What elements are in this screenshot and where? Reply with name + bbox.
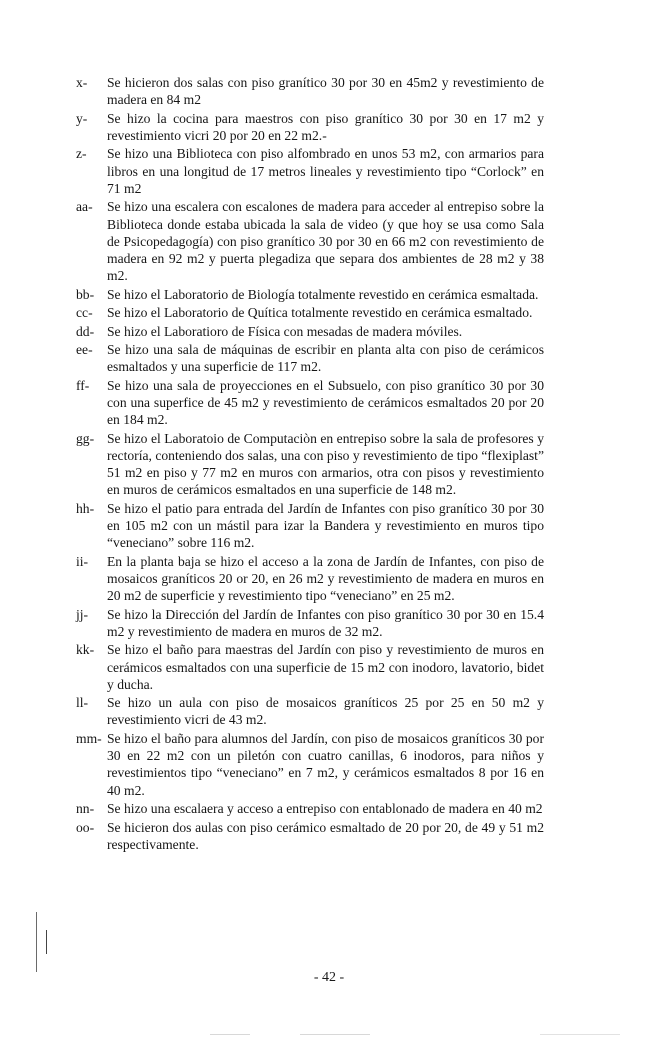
item-marker: y- bbox=[76, 110, 88, 126]
item-text: Se hizo una Biblioteca con piso alfombrado en unos 53 m2, con armarios para libros en una longitud de 17 metros lineales y revestimiento tipo “Corlock” en 71 m2 bbox=[107, 146, 544, 196]
list-item bbox=[76, 286, 544, 303]
item-marker: x- bbox=[76, 75, 88, 90]
item-text: Se hizo la Dirección del Jardín de Infantes con piso granítico 30 por 30 en 15.4 m2 y revestimiento de madera en muros de 32 m2. bbox=[107, 606, 544, 639]
list-item bbox=[76, 323, 544, 340]
works-list bbox=[76, 74, 544, 854]
item-marker: ll- bbox=[76, 695, 89, 711]
item-text: Se hizo el Laboratorio de Quítica totalmente revestido en cerámica esmaltado. bbox=[107, 305, 533, 321]
item-text: Se hicieron dos aulas con piso cerámico esmaltado de 20 por 20, de 49 y 51 m2 respectivamente. bbox=[107, 819, 544, 852]
list-item bbox=[76, 641, 544, 693]
list-item bbox=[76, 377, 544, 429]
item-marker: aa- bbox=[76, 199, 93, 215]
scan-artifact bbox=[540, 1034, 620, 1035]
list-item bbox=[76, 341, 544, 375]
item-marker: jj- bbox=[76, 606, 89, 622]
item-marker: ee- bbox=[76, 342, 93, 358]
scan-artifact bbox=[210, 1034, 250, 1035]
list-item bbox=[76, 553, 544, 605]
scan-artifact bbox=[300, 1034, 370, 1035]
item-marker: cc- bbox=[76, 305, 93, 321]
item-text: Se hizo una escalaera y acceso a entrepiso con entablonado de madera en 40 m2 bbox=[107, 801, 543, 817]
list-item bbox=[76, 74, 544, 108]
list-item bbox=[76, 500, 544, 552]
item-text: Se hizo una sala de máquinas de escribir en planta alta con piso de cerámicos esmaltados y una superficie de 117 m2. bbox=[107, 342, 544, 375]
item-text: Se hizo una sala de proyecciones en el Subsuelo, con piso granítico 30 por 30 con una superfice de 45 m2 y revestimiento de cerámicos esmaltados 20 por 20 en 184 m2. bbox=[107, 377, 544, 428]
item-text: Se hizo un aula con piso de mosaicos graníticos 25 por 25 en 50 m2 y revestimiento vicri de 43 m2. bbox=[107, 695, 544, 728]
item-text: En la planta baja se hizo el acceso a la zona de Jardín de Infantes, con piso de mosaicos graníticos 20 or 20, en 26 m2 y revestimiento de madera en muros en 20 m2 de superficie y revestimiento tipo “veneciano” en 25 m2. bbox=[107, 553, 544, 604]
item-marker: gg- bbox=[76, 430, 95, 446]
list-item bbox=[76, 304, 544, 321]
item-text: Se hizo una escalera con escalones de madera para acceder al entrepiso sobre la Biblioteca donde estaba ubicada la sala de video (y que hoy se usa como Sala de Psicopedagogía) con piso granítico 30 por 30 en 66 m2 con revestimiento de madera en 92 m2 y puerta plegadiza que separa dos ambientes de 28 m2 y 38 m2. bbox=[107, 199, 544, 284]
item-marker: hh- bbox=[76, 500, 95, 516]
item-marker: z- bbox=[76, 146, 87, 162]
page-number: - 42 - bbox=[313, 970, 345, 985]
item-text: Se hizo el patio para entrada del Jardín de Infantes con piso granítico 30 por 30 en 105 m2 con un mástil para izar la Bandera y revestimiento en muros tipo “veneciano” sobre 116 m2. bbox=[107, 500, 544, 551]
item-text: Se hizo el Laboratioro de Física con mesadas de madera móviles. bbox=[107, 323, 463, 339]
list-item bbox=[76, 430, 544, 499]
list-item bbox=[76, 198, 544, 284]
item-marker: oo- bbox=[76, 819, 95, 835]
item-marker: nn- bbox=[76, 801, 95, 817]
item-marker: ff- bbox=[76, 377, 90, 393]
margin-mark bbox=[46, 930, 47, 954]
item-marker: bb- bbox=[76, 286, 95, 302]
item-text: Se hizo el Laboratoio de Computaciòn en entrepiso sobre la sala de profesores y rectoría, conteniendo dos salas, una con piso y revestimiento de tipo “flexiplast” 51 m2 en piso y 77 m2 en muros con armarios, otra con pisos y revestimiento en muros de cerámicos esmaltados en una superficie de 148 m2. bbox=[107, 430, 544, 498]
list-item bbox=[76, 694, 544, 728]
item-text: Se hizo la cocina para maestros con piso granítico 30 por 30 en 17 m2 y revestimiento vicri 20 por 20 en 22 m2.- bbox=[107, 110, 544, 143]
item-marker: dd- bbox=[76, 323, 95, 339]
item-marker: ii- bbox=[76, 553, 89, 569]
item-text: Se hizo el baño para maestras del Jardín con piso y revestimiento de muros en cerámicos esmaltados con una superficie de 15 m2 con inodoro, lavatorio, bidet y ducha. bbox=[107, 642, 544, 692]
list-item bbox=[76, 730, 544, 799]
list-item bbox=[76, 145, 544, 197]
item-text: Se hizo el Laboratorio de Biología totalmente revestido en cerámica esmaltada. bbox=[107, 286, 539, 302]
list-item bbox=[76, 606, 544, 640]
item-marker: kk- bbox=[76, 642, 95, 658]
list-item bbox=[76, 800, 544, 817]
item-text: Se hicieron dos salas con piso granítico 30 por 30 en 45m2 y revestimiento de madera en 84 m2 bbox=[107, 75, 544, 108]
item-marker: mm- bbox=[76, 730, 102, 746]
list-item bbox=[76, 110, 544, 144]
list-item bbox=[76, 819, 544, 853]
item-text: Se hizo el baño para alumnos del Jardín, con piso de mosaicos graníticos 30 por 30 en 22 m2 con un piletón con cuatro canillas, 6 inodoros, para niños y revestimientos tipo “veneciano” en 7 m2, y cerámicos esmaltados 8 por 16 en 40 m2. bbox=[107, 730, 544, 798]
margin-mark bbox=[36, 912, 37, 972]
